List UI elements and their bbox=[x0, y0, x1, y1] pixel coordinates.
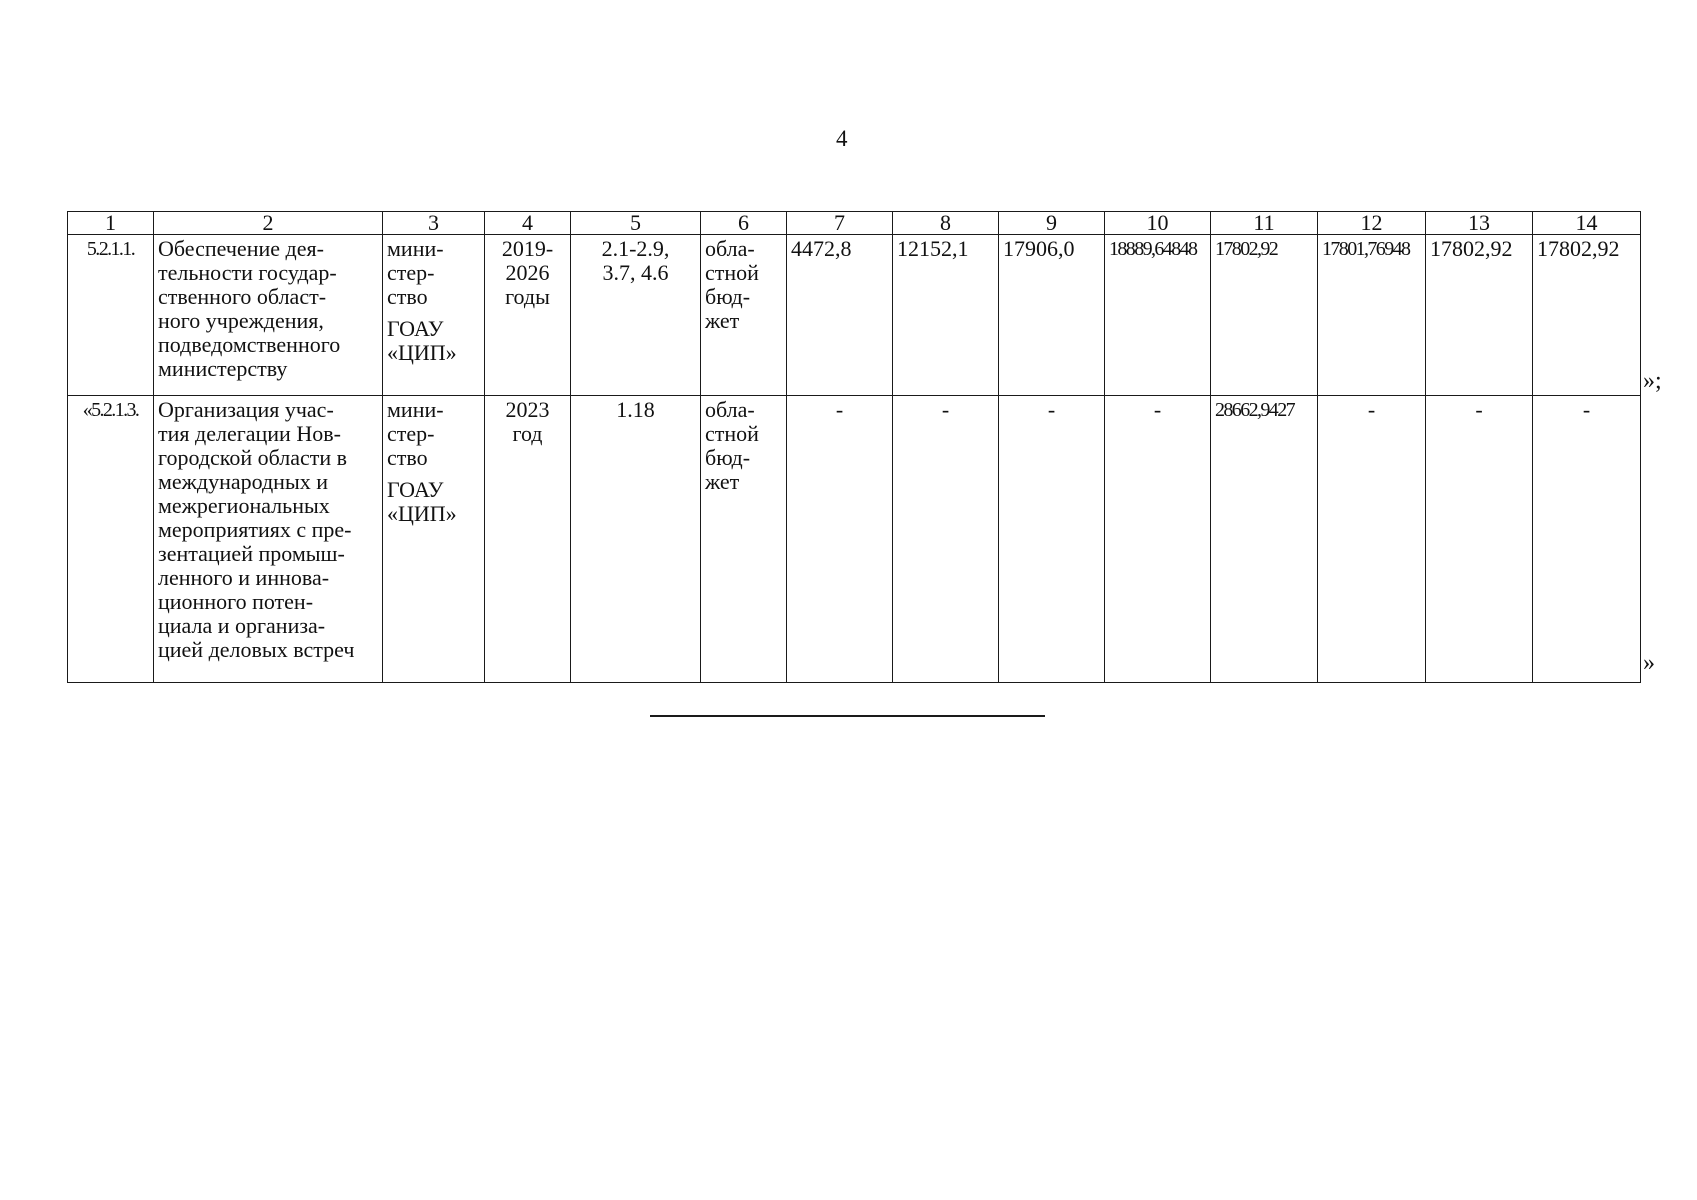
funding-value: 17802,92 bbox=[1426, 235, 1533, 396]
activity-indicators: 2.1-2.9, 3.7, 4.6 bbox=[571, 235, 701, 396]
activity-executor: мини- стер- ство ГОАУ «ЦИП» bbox=[383, 235, 485, 396]
funding-value: - bbox=[999, 396, 1105, 683]
activity-funding-source: обла- стной бюд- жет bbox=[701, 396, 787, 683]
funding-value: - bbox=[1105, 396, 1211, 683]
funding-value: - bbox=[1533, 396, 1641, 683]
funding-value: - bbox=[893, 396, 999, 683]
table-row bbox=[68, 235, 1641, 396]
page-number: 4 bbox=[836, 126, 848, 151]
column-header: 1 bbox=[68, 212, 154, 235]
funding-value: - bbox=[1318, 396, 1426, 683]
column-header: 2 bbox=[154, 212, 383, 235]
funding-value: 17802,92 bbox=[1533, 235, 1641, 396]
activity-funding-source: обла- стной бюд- жет bbox=[701, 235, 787, 396]
column-header: 11 bbox=[1211, 212, 1318, 235]
activity-period: 2023 год bbox=[485, 396, 571, 683]
column-header: 8 bbox=[893, 212, 999, 235]
table-header-row bbox=[68, 212, 1641, 235]
activity-indicators: 1.18 bbox=[571, 396, 701, 683]
column-header: 10 bbox=[1105, 212, 1211, 235]
funding-value: 17801,76948 bbox=[1318, 235, 1426, 396]
column-header: 3 bbox=[383, 212, 485, 235]
closing-quote-mark: »; bbox=[1643, 368, 1662, 394]
activity-number: 5.2.1.1. bbox=[68, 235, 154, 396]
column-header: 12 bbox=[1318, 212, 1426, 235]
column-header: 13 bbox=[1426, 212, 1533, 235]
column-header: 5 bbox=[571, 212, 701, 235]
column-header: 4 bbox=[485, 212, 571, 235]
funding-value: 17906,0 bbox=[999, 235, 1105, 396]
activity-period: 2019- 2026 годы bbox=[485, 235, 571, 396]
activity-executor: мини- стер- ство ГОАУ «ЦИП» bbox=[383, 396, 485, 683]
table-row bbox=[68, 396, 1641, 683]
column-header: 7 bbox=[787, 212, 893, 235]
funding-value: 4472,8 bbox=[787, 235, 893, 396]
program-activities-table bbox=[67, 211, 1641, 683]
funding-value: - bbox=[1426, 396, 1533, 683]
closing-quote-mark: » bbox=[1643, 650, 1655, 676]
funding-value: 28662,9427 bbox=[1211, 396, 1318, 683]
funding-value: 18889,64848 bbox=[1105, 235, 1211, 396]
column-header: 14 bbox=[1533, 212, 1641, 235]
end-of-text-rule bbox=[650, 715, 1045, 717]
funding-value: - bbox=[787, 396, 893, 683]
column-header: 9 bbox=[999, 212, 1105, 235]
activity-name: Обеспечение дея- тельности государ- ственного област- ного учреждения, подведомственного министерству bbox=[154, 235, 383, 396]
activity-name: Организация учас- тия делегации Нов- городской области в международных и межрегиональных мероприятиях с пре- зентацией промыш- ленного и иннова- ционного потен- циала и организа- цией деловых встреч bbox=[154, 396, 383, 683]
activity-number: «5.2.1.3. bbox=[68, 396, 154, 683]
column-header: 6 bbox=[701, 212, 787, 235]
funding-value: 12152,1 bbox=[893, 235, 999, 396]
funding-value: 17802,92 bbox=[1211, 235, 1318, 396]
